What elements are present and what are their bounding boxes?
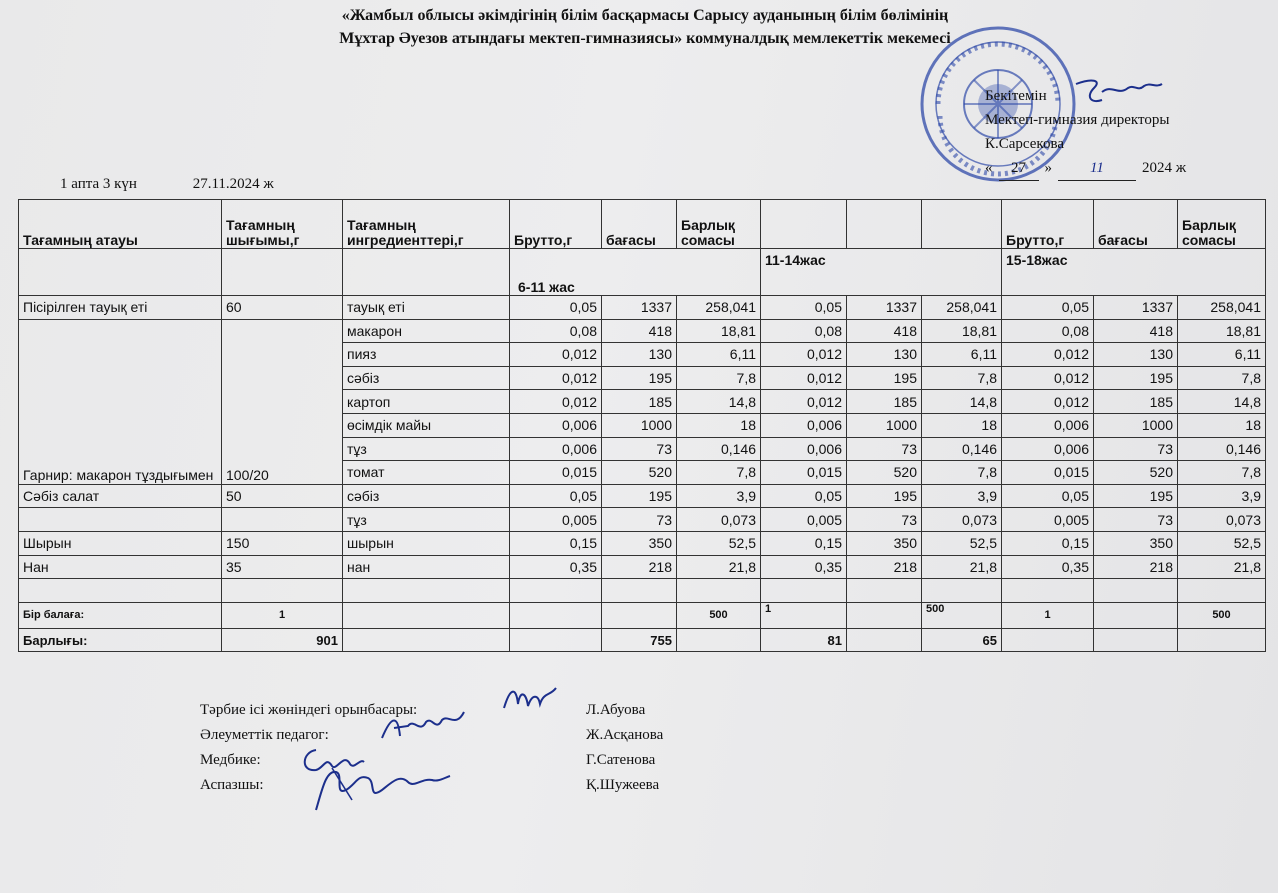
col-header: Тағамның атауы [19, 200, 222, 249]
cell: 0,012 [1002, 390, 1094, 414]
cell: 18 [922, 413, 1002, 437]
signature-name: Л.Абуова [586, 702, 646, 718]
total-value-1: 901 [222, 628, 343, 652]
cell: 0,073 [1178, 508, 1266, 532]
cell: 130 [1094, 343, 1178, 367]
total-row [19, 628, 1266, 652]
cell: 21,8 [922, 555, 1002, 579]
table-row [19, 555, 1266, 579]
cell: 6,11 [922, 343, 1002, 367]
cell: 52,5 [677, 531, 761, 555]
cell: 0,05 [1002, 296, 1094, 320]
cell: 418 [602, 319, 677, 343]
cell: 0,012 [510, 366, 602, 390]
cell: 7,8 [677, 461, 761, 485]
signature-role: Медбике: [200, 752, 261, 768]
cell: 0,073 [922, 508, 1002, 532]
total-value-2: 755 [602, 628, 677, 652]
col-header: Барлық сомасы [677, 200, 761, 249]
cell: 0,08 [761, 319, 847, 343]
cell: 3,9 [922, 484, 1002, 508]
signature-role: Тәрбие ісі жөніндегі орынбасары: [200, 702, 418, 718]
dish-name: Шырын [19, 531, 222, 555]
per-child-count-2: 1 [761, 602, 847, 628]
cell: 195 [602, 484, 677, 508]
signature-name: Г.Сатенова [586, 752, 656, 768]
cell: 0,006 [761, 413, 847, 437]
approval-date: « 27 » 11 2024 ж [985, 156, 1265, 181]
handwritten-signature-2 [378, 708, 468, 748]
cell: 258,041 [1178, 296, 1266, 320]
col-header: бағасы [602, 200, 677, 249]
cell: 520 [847, 461, 922, 485]
cell: 0,05 [510, 484, 602, 508]
cell: 350 [602, 531, 677, 555]
cell: 0,005 [761, 508, 847, 532]
cell: 0,006 [510, 437, 602, 461]
ingredient: картоп [343, 390, 510, 414]
approval-title: Бекітемін [985, 88, 1047, 104]
cell: 0,08 [1002, 319, 1094, 343]
menu-day-line [60, 176, 326, 193]
cell: 185 [602, 390, 677, 414]
cell: 0,08 [510, 319, 602, 343]
table-row [19, 319, 1266, 343]
cell: 195 [847, 366, 922, 390]
menu-date: 27.11.2024 ж [192, 176, 274, 192]
signature-role: Аспазшы: [200, 777, 264, 793]
cell: 73 [602, 437, 677, 461]
cell: 7,8 [677, 366, 761, 390]
cell: 218 [1094, 555, 1178, 579]
cell: 1000 [1094, 413, 1178, 437]
col-header: Тағамның шығымы,г [222, 200, 343, 249]
dish-name: Нан [19, 555, 222, 579]
ingredient: тұз [343, 437, 510, 461]
ingredient: сәбіз [343, 366, 510, 390]
approval-name: К.Сарсекова [985, 136, 1064, 152]
cell: 0,006 [1002, 437, 1094, 461]
header-line-1: «Жамбыл облысы әкімдігінің білім басқармасы Сарысу ауданының білім бөлімінің [341, 7, 949, 24]
cell: 0,015 [510, 461, 602, 485]
col-header [847, 200, 922, 249]
handwritten-signature-4 [312, 760, 452, 816]
cell: 130 [847, 343, 922, 367]
cell: 0,073 [677, 508, 761, 532]
per-child-sum-2: 500 [922, 602, 1002, 628]
cell: 258,041 [677, 296, 761, 320]
dish-name-garnish: Гарнир: макарон тұздығымен [19, 319, 222, 484]
per-child-count: 1 [222, 602, 343, 628]
cell: 0,006 [1002, 413, 1094, 437]
cell: 73 [602, 508, 677, 532]
per-child-label: Бір балаға: [19, 602, 222, 628]
cell: 0,146 [677, 437, 761, 461]
cell: 258,041 [922, 296, 1002, 320]
cell: 6,11 [1178, 343, 1266, 367]
cell: 0,012 [510, 390, 602, 414]
cell: 195 [1094, 366, 1178, 390]
cell: 0,005 [1002, 508, 1094, 532]
signature-name: Ж.Асқанова [586, 727, 664, 743]
cell: 73 [847, 437, 922, 461]
cell: 0,015 [761, 461, 847, 485]
cell: 185 [1094, 390, 1178, 414]
col-header: Брутто,г [1002, 200, 1094, 249]
cell: 0,15 [761, 531, 847, 555]
col-header: бағасы [1094, 200, 1178, 249]
cell: 14,8 [677, 390, 761, 414]
dish-name [19, 508, 222, 532]
per-child-sum-3: 500 [1178, 602, 1266, 628]
cell: 0,012 [1002, 343, 1094, 367]
signature-role: Әлеуметтік педагог: [200, 727, 329, 743]
signature-name: Қ.Шужеева [586, 777, 660, 793]
dish-name: Пісірілген тауық еті [19, 296, 222, 320]
approval-date-month: 11 [1058, 156, 1136, 181]
cell: 21,8 [677, 555, 761, 579]
cell: 418 [1094, 319, 1178, 343]
cell: 73 [1094, 508, 1178, 532]
cell: 0,05 [1002, 484, 1094, 508]
cell: 0,012 [761, 390, 847, 414]
col-header: Тағамның ингредиенттері,г [343, 200, 510, 249]
ingredient: нан [343, 555, 510, 579]
handwritten-signature-1 [500, 680, 560, 720]
cell: 0,012 [761, 366, 847, 390]
cell: 0,15 [1002, 531, 1094, 555]
cell: 195 [847, 484, 922, 508]
approval-date-day: 27 [999, 156, 1039, 181]
cell: 73 [847, 508, 922, 532]
cell: 18 [677, 413, 761, 437]
cell: 350 [847, 531, 922, 555]
cell: 0,012 [761, 343, 847, 367]
cell: 218 [847, 555, 922, 579]
cell: 6,11 [677, 343, 761, 367]
cell: 520 [602, 461, 677, 485]
cell: 14,8 [922, 390, 1002, 414]
table-row [19, 484, 1266, 508]
cell: 1337 [602, 296, 677, 320]
age-group-1: 6-11 жас [510, 249, 761, 296]
cell: 0,35 [1002, 555, 1094, 579]
dish-yield: 150 [222, 531, 343, 555]
ingredient: шырын [343, 531, 510, 555]
cell: 0,015 [1002, 461, 1094, 485]
ingredient: тұз [343, 508, 510, 532]
ingredient: өсімдік майы [343, 413, 510, 437]
cell: 0,146 [1178, 437, 1266, 461]
cell: 7,8 [922, 461, 1002, 485]
approval-position: Мектеп-гимназия директоры [985, 112, 1170, 128]
cell: 18,81 [1178, 319, 1266, 343]
cell: 18 [1178, 413, 1266, 437]
cell: 195 [602, 366, 677, 390]
director-signature [1072, 74, 1164, 110]
cell: 1000 [847, 413, 922, 437]
table-row-empty [19, 579, 1266, 603]
col-header [761, 200, 847, 249]
dish-yield: 60 [222, 296, 343, 320]
cell: 7,8 [1178, 461, 1266, 485]
cell: 0,012 [510, 343, 602, 367]
cell: 18,81 [677, 319, 761, 343]
header-line-2: Мұхтар Әуезов атындағы мектеп-гимназиясы» коммуналдық мемлекеттік мекемесі [339, 30, 951, 47]
cell: 218 [602, 555, 677, 579]
cell: 130 [602, 343, 677, 367]
dish-yield: 35 [222, 555, 343, 579]
cell: 418 [847, 319, 922, 343]
per-child-sum-1: 500 [677, 602, 761, 628]
ingredient: тауық еті [343, 296, 510, 320]
cell: 1000 [602, 413, 677, 437]
cell: 3,9 [1178, 484, 1266, 508]
age-group-row [19, 249, 1266, 296]
col-header [922, 200, 1002, 249]
ingredient: макарон [343, 319, 510, 343]
total-value-3: 81 [761, 628, 847, 652]
cell: 0,146 [922, 437, 1002, 461]
cell: 0,35 [761, 555, 847, 579]
cell: 0,006 [510, 413, 602, 437]
dish-yield [222, 508, 343, 532]
cell: 0,05 [761, 484, 847, 508]
col-header: Брутто,г [510, 200, 602, 249]
dish-yield-garnish: 100/20 [222, 319, 343, 484]
cell: 1337 [847, 296, 922, 320]
per-child-row [19, 602, 1266, 628]
cell: 52,5 [922, 531, 1002, 555]
cell: 52,5 [1178, 531, 1266, 555]
menu-table [18, 199, 1266, 652]
table-row [19, 508, 1266, 532]
per-child-count-3: 1 [1002, 602, 1094, 628]
cell: 0,05 [510, 296, 602, 320]
table-row [19, 296, 1266, 320]
col-header: Барлық сомасы [1178, 200, 1266, 249]
table-header-row [19, 200, 1266, 249]
cell: 21,8 [1178, 555, 1266, 579]
cell: 73 [1094, 437, 1178, 461]
age-group-2: 11-14жас [761, 249, 1002, 296]
cell: 0,35 [510, 555, 602, 579]
table-row [19, 531, 1266, 555]
cell: 350 [1094, 531, 1178, 555]
ingredient: томат [343, 461, 510, 485]
cell: 14,8 [1178, 390, 1266, 414]
cell: 185 [847, 390, 922, 414]
week-day: 1 апта 3 күн [60, 176, 137, 192]
cell: 520 [1094, 461, 1178, 485]
cell: 0,05 [761, 296, 847, 320]
cell: 0,006 [761, 437, 847, 461]
dish-name: Сәбіз салат [19, 484, 222, 508]
cell: 1337 [1094, 296, 1178, 320]
cell: 195 [1094, 484, 1178, 508]
cell: 0,012 [1002, 366, 1094, 390]
cell: 0,005 [510, 508, 602, 532]
dish-yield: 50 [222, 484, 343, 508]
cell: 0,15 [510, 531, 602, 555]
age-group-3: 15-18жас [1002, 249, 1266, 296]
total-value-4: 65 [922, 628, 1002, 652]
ingredient: сәбіз [343, 484, 510, 508]
approval-date-year: 2024 ж [1142, 160, 1187, 176]
cell: 18,81 [922, 319, 1002, 343]
ingredient: пияз [343, 343, 510, 367]
cell: 7,8 [922, 366, 1002, 390]
total-label: Барлығы: [19, 628, 222, 652]
cell: 7,8 [1178, 366, 1266, 390]
cell: 3,9 [677, 484, 761, 508]
